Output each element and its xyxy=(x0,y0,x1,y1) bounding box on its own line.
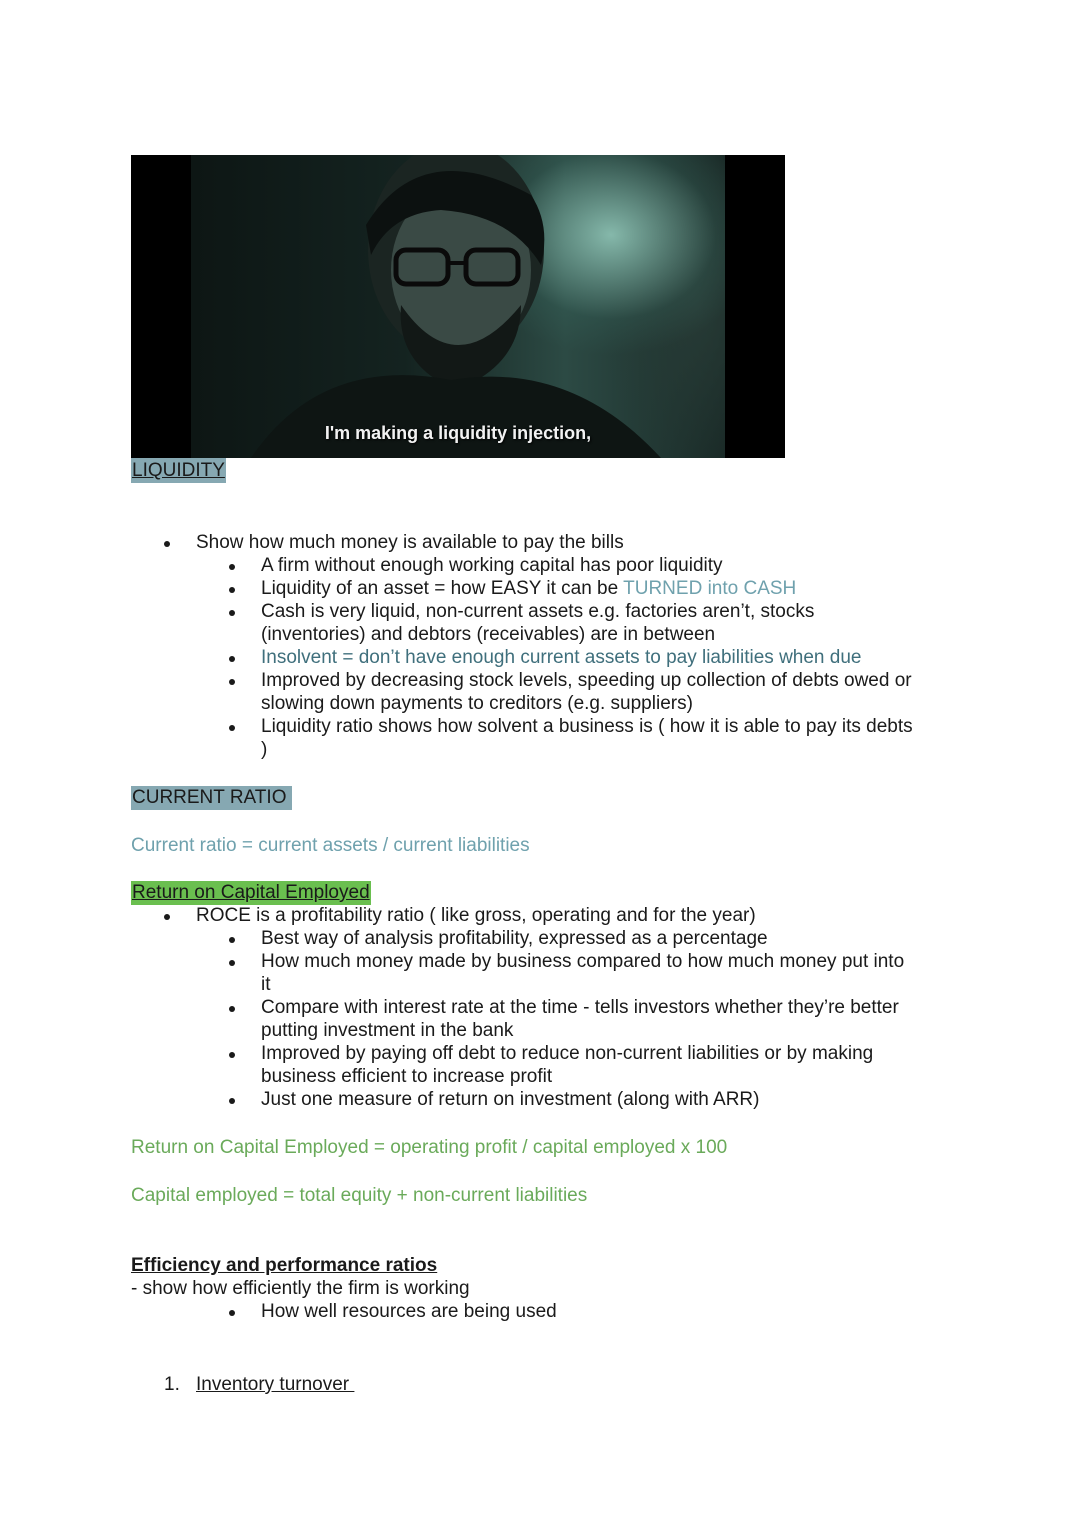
roce-sub4-line2: business efficient to increase profit xyxy=(261,1066,553,1087)
liquidity-sub5-line2: slowing down payments to creditors (e.g. suppliers) xyxy=(261,693,693,714)
roce-sub4-line1: Improved by paying off debt to reduce non-current liabilities or by making xyxy=(261,1043,874,1064)
liquidity-sub2-highlight: TURNED into CASH xyxy=(623,578,797,599)
efficiency-heading: Efficiency and performance ratios xyxy=(131,1255,438,1276)
current-ratio-heading: CURRENT RATIO xyxy=(131,786,292,810)
liquidity-sub6-line1: Liquidity ratio shows how solvent a business is ( how it is able to pay its debts xyxy=(261,716,913,737)
liquidity-sub3-line2: (inventories) and debtors (receivables) are in between xyxy=(261,624,716,645)
roce-main-point: ROCE is a profitability ratio ( like gross, operating and for the year) xyxy=(196,905,756,926)
list-number: 1. xyxy=(164,1374,180,1395)
scene-figure xyxy=(191,155,725,458)
liquidity-sub2-text: Liquidity of an asset = how EASY it can be xyxy=(261,578,624,599)
liquidity-sub1: A firm without enough working capital has poor liquidity xyxy=(261,555,723,576)
roce-sub3-line1: Compare with interest rate at the time - tells investors whether they’re better xyxy=(261,997,899,1018)
liquidity-sub2 xyxy=(261,577,796,600)
capital-employed-formula: Capital employed = total equity + non-current liabilities xyxy=(131,1185,588,1206)
liquidity-sub4-insolvent: Insolvent = don’t have enough current assets to pay liabilities when due xyxy=(261,647,862,668)
efficiency-sub1: How well resources are being used xyxy=(261,1301,557,1322)
liquidity-main-point: Show how much money is available to pay the bills xyxy=(196,532,624,553)
movie-scene xyxy=(191,155,725,458)
inventory-turnover-item: Inventory turnover xyxy=(196,1374,355,1395)
liquidity-sub3-line1: Cash is very liquid, non-current assets e.g. factories aren’t, stocks xyxy=(261,601,815,622)
liquidity-sub5-line1: Improved by decreasing stock levels, speeding up collection of debts owed or xyxy=(261,670,912,691)
movie-still-image xyxy=(131,155,785,458)
roce-sub1: Best way of analysis profitability, expressed as a percentage xyxy=(261,928,768,949)
roce-sub3-line2: putting investment in the bank xyxy=(261,1020,514,1041)
subtitle-caption: I'm making a liquidity injection, xyxy=(324,423,592,443)
roce-formula: Return on Capital Employed = operating profit / capital employed x 100 xyxy=(131,1137,728,1158)
roce-sub2-line1: How much money made by business compared to how much money put into xyxy=(261,951,905,972)
roce-sub2-line2: it xyxy=(261,974,271,995)
efficiency-description: - show how efficiently the firm is working xyxy=(131,1278,470,1299)
liquidity-heading: LIQUIDITY xyxy=(132,460,225,481)
current-ratio-formula: Current ratio = current assets / current liabilities xyxy=(131,835,530,856)
roce-sub5: Just one measure of return on investment (along with ARR) xyxy=(261,1089,760,1110)
liquidity-sub6-line2: ) xyxy=(261,739,268,760)
roce-heading: Return on Capital Employed xyxy=(132,882,370,903)
